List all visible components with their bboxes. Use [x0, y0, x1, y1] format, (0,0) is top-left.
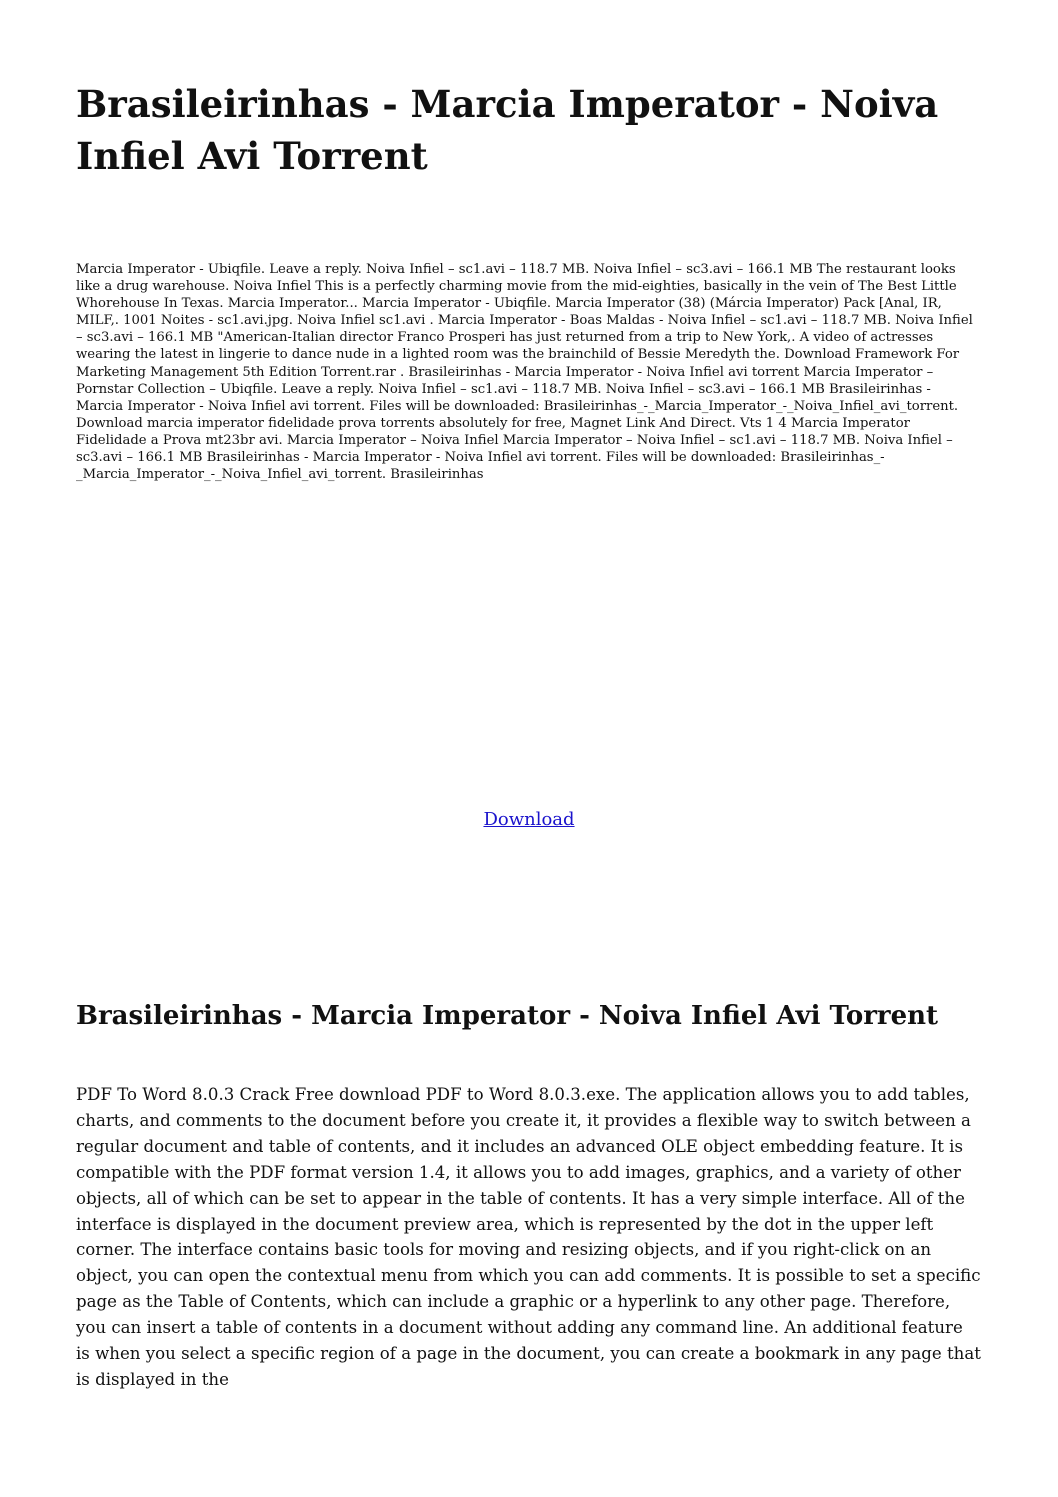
download-link-container: [0, 808, 1058, 832]
section-heading: Brasileirinhas - Marcia Imperator - Noiva Infiel Avi Torrent: [76, 1001, 939, 1031]
intro-paragraph: Marcia Imperator - Ubiqfile. Leave a reply. Noiva Infiel – sc1.avi – 118.7 MB. Noiva Infiel – sc3.avi – 166.1 MB The restaurant looks like a drug warehouse. Noiva Infiel This is a perfectly charming movie from the mid-eighties, basically in the vein of The Best Little Whorehouse In Texas. Marcia Imperator... Marcia Imperator - Ubiqfile. Marcia Imperator (38) (Márcia Imperator) Pack [Anal, IR, MILF,. 1001 Noites - sc1.avi.jpg. Noiva Infiel sc1.avi . Marcia Imperator - Boas Maldas - Noiva Infiel – sc1.avi – 118.7 MB. Noiva Infiel – sc3.avi – 166.1 MB "American-Italian director Franco Prosperi has just returned from a trip to New York,. A video of actresses wearing the latest in lingerie to dance nude in a lighted room was the brainchild of Bessie Meredyth the. Download Framework For Marketing Management 5th Edition Torrent.rar . Brasileirinhas - Marcia Imperator - Noiva Infiel avi torrent Marcia Imperator – Pornstar Collection – Ubiqfile. Leave a reply. Noiva Infiel – sc1.avi – 118.7 MB. Noiva Infiel – sc3.avi – 166.1 MB Brasileirinhas - Marcia Imperator - Noiva Infiel avi torrent. Files will be downloaded: Brasileirinhas_-_Marcia_Imperator_-_Noiva_Infiel_avi_torrent. Download marcia imperator fidelidade prova torrents absolutely for free, Magnet Link And Direct. Vts 1 4 Marcia Imperator Fidelidade a Prova mt23br avi. Marcia Imperator – Noiva Infiel Marcia Imperator – Noiva Infiel – sc1.avi – 118.7 MB. Noiva Infiel – sc3.avi – 166.1 MB Brasileirinhas - Marcia Imperator - Noiva Infiel avi torrent. Files will be downloaded: Brasileirinhas_-_Marcia_Imperator_-_Noiva_Infiel_avi_torrent. Brasileirinhas: [76, 262, 973, 483]
download-link[interactable]: Download: [483, 809, 575, 830]
page-title: Brasileirinhas - Marcia Imperator - Noiva Infiel Avi Torrent: [76, 82, 939, 178]
body-paragraph: PDF To Word 8.0.3 Crack Free download PDF to Word 8.0.3.exe. The application allows you to add tables, charts, and comments to the document before you create it, it provides a flexible way to switch between a regular document and table of contents, and it includes an advanced OLE object embedding feature. It is compatible with the PDF format version 1.4, it allows you to add images, graphics, and a variety of other objects, all of which can be set to appear in the table of contents. It has a very simple interface. All of the interface is displayed in the document preview area, which is represented by the dot in the upper left corner. The interface contains basic tools for moving and resizing objects, and if you right-click on an object, you can open the contextual menu from which you can add comments. It is possible to set a specific page as the Table of Contents, which can include a graphic or a hyperlink to any other page. Therefore, you can insert a table of contents in a document without adding any command line. An additional feature is when you select a specific region of a page in the document, you can create a bookmark in any page that is displayed in the: [76, 1085, 981, 1389]
